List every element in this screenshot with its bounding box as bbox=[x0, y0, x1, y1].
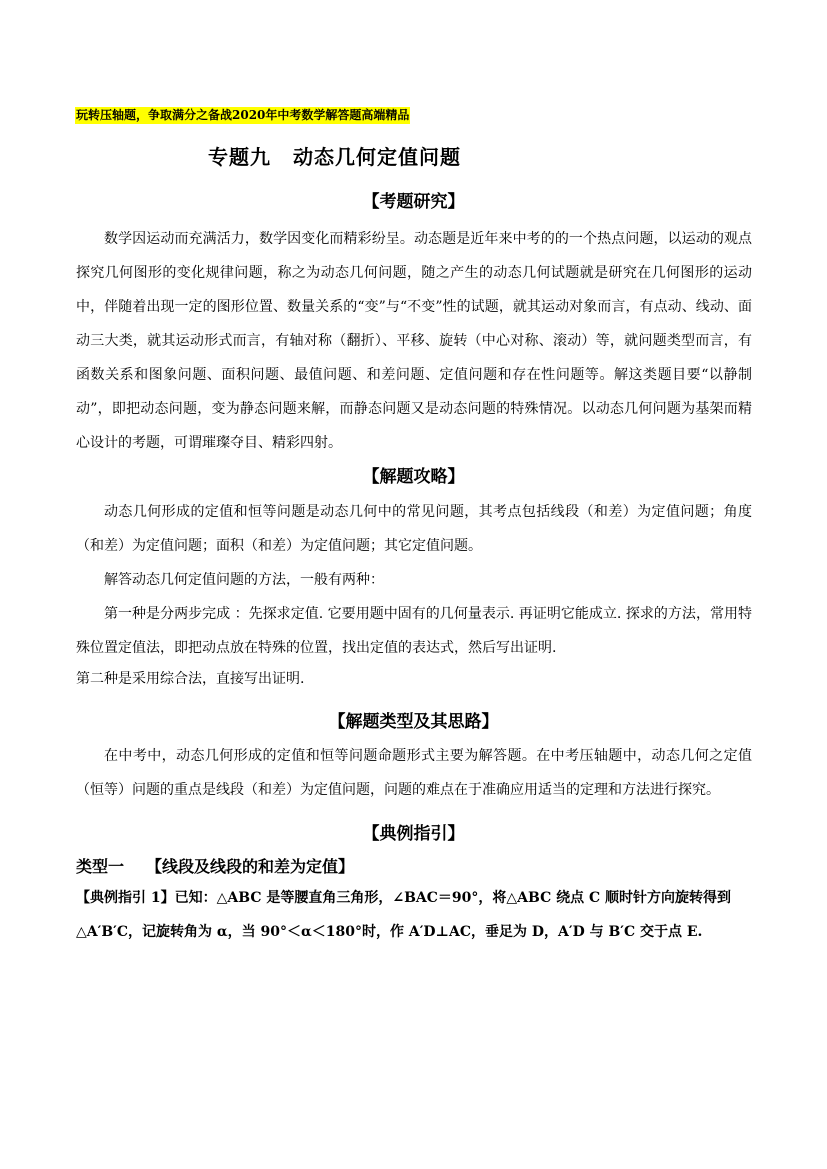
research-paragraph: 数学因运动而充满活力，数学因变化而精彩纷呈。动态题是近年来中考的的一个热点问题，以运动的观点探究几何图形的变化规律问题，称之为动态几何问题，随之产生的动态几何试题就是研究在几何图形的运动中，伴随着出现一定的图形位置、数量关系的“变”与“不变”性的试题，就其运动对象而言，有点动、线动、面动三大类，就其运动形式而言，有轴对称（翻折）、平移、旋转（中心对称、滚动）等，就问题类型而言，有函数关系和图象问题、面积问题、最值问题、和差问题、定值问题和存在性问题等。解这类题目要“以静制动”，即把动态问题，变为静态问题来解，而静态问题又是动态问题的特殊情况。以动态几何问题为基架而精心设计的考题，可谓璀璨夺目、精彩四射。 bbox=[76, 231, 752, 451]
types-paragraph: 在中考中，动态几何形成的定值和恒等问题命题形式主要为解答题。在中考压轴题中，动态几何之定值（恒等）问题的重点是线段（和差）为定值问题，问题的难点在于准确应用适当的定理和方法进行探究。 bbox=[76, 748, 752, 798]
strategy-paragraph-3: 第一种是分两步完成 ：先探求定值. 它要用题中固有的几何量表示. 再证明它能成立. 探求的方法，常用特殊位置定值法，即把动点放在特殊的位置，找出定值的表达式，然后写出证明. bbox=[76, 606, 752, 656]
strategy-heading: 【解题攻略】 bbox=[362, 467, 465, 487]
type-one-title bbox=[76, 854, 354, 877]
page-title bbox=[208, 141, 461, 170]
example-1-line-1 bbox=[76, 881, 756, 915]
strategy-paragraph-4: 第二种是采用综合法，直接写出证明. bbox=[76, 671, 305, 687]
highlight-banner: 玩转压轴题，争取满分之备战2020年中考数学解答题高端精品 bbox=[76, 108, 410, 122]
types-heading: 【解题类型及其思路】 bbox=[328, 712, 499, 732]
title-part-1: 专题九 bbox=[208, 145, 271, 169]
example-1 bbox=[76, 881, 756, 949]
examples-heading: 【典例指引】 bbox=[362, 824, 465, 844]
strategy-paragraph-1: 动态几何形成的定值和恒等问题是动态几何中的常见问题，其考点包括线段（和差）为定值问题；角度（和差）为定值问题；面积（和差）为定值问题；其它定值问题。 bbox=[76, 504, 752, 554]
example-1-line-2: △A′B′C，记旋转角为 α，当 90°＜α＜180°时，作 A′D⊥AC，垂足为 D，A′D 与 B′C 交于点 E. bbox=[76, 924, 703, 940]
strategy-paragraph-2: 解答动态几何定值问题的方法，一般有两种： bbox=[104, 572, 384, 588]
title-part-2: 动态几何定值问题 bbox=[293, 145, 461, 169]
type-one-label: 类型一 bbox=[76, 857, 125, 876]
research-heading: 【考题研究】 bbox=[362, 192, 465, 212]
example-1-text-1: 已知：△ABC 是等腰直角三角形，∠BAC＝90°，将△ABC 绕点 C 顺时针方向旋转得到 bbox=[174, 890, 732, 906]
example-1-label: 【典例指引 1】 bbox=[76, 890, 175, 906]
type-one-subtitle: 【线段及线段的和差为定值】 bbox=[146, 857, 355, 876]
